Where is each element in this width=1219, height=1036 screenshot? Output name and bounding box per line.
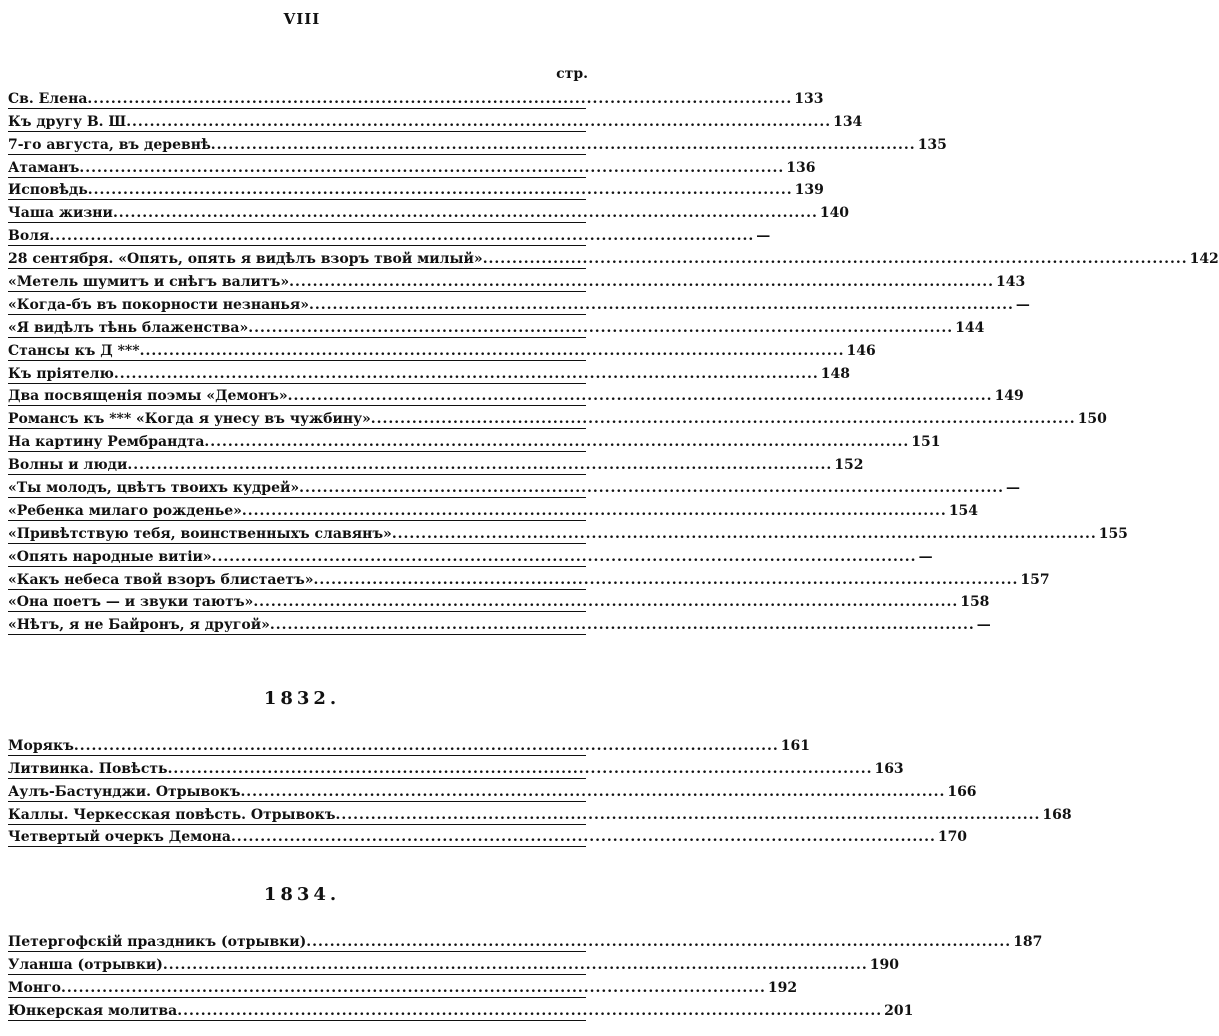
dot-leader: ........................................................................................................................ — [177, 1002, 883, 1019]
toc-entry-page: 161 — [780, 737, 810, 754]
dot-leader: ........................................................................................................................ — [241, 502, 947, 519]
toc-entry-title: «Ты молодъ, цвѣтъ твоихъ кудрей» — [8, 480, 300, 497]
toc-entry — [8, 590, 990, 613]
toc-section-2 — [8, 733, 1072, 847]
toc-entry — [8, 612, 991, 635]
toc-entry-page: 190 — [869, 956, 899, 973]
toc-section-1 — [8, 86, 1219, 635]
toc-entry-page: — — [756, 228, 771, 245]
toc-entry — [8, 952, 899, 975]
toc-entry-title: Петергофскій праздникъ (отрывки) — [8, 933, 307, 950]
dot-leader: ........................................................................................................................ — [269, 617, 975, 634]
toc-entry-title: Волны и люди — [8, 457, 128, 474]
toc-entry — [8, 155, 816, 178]
dot-leader: ........................................................................................................................ — [127, 457, 833, 474]
toc-entry — [8, 998, 914, 1021]
toc-entry-title: Чаша жизни — [8, 205, 113, 222]
toc-entry-page: 140 — [819, 205, 850, 222]
toc-entry-title: Каллы. Черкесская повѣсть. Отрывокъ — [8, 806, 336, 823]
toc-entry-title: Атаманъ — [8, 159, 80, 176]
dot-leader: ........................................................................................................................ — [87, 90, 793, 107]
toc-entry — [8, 406, 1107, 429]
toc-entry-title: Стансы къ Д *** — [8, 342, 140, 359]
toc-entry-title: «Нѣтъ, я не Байронъ, я другой» — [8, 617, 270, 634]
dot-leader: ........................................................................................................................ — [289, 274, 994, 291]
toc-entry-page: 151 — [911, 434, 941, 451]
toc-entry-title: 7-го августа, въ деревнѣ — [8, 136, 211, 153]
toc-entry-title: «Когда-бъ въ покорности незнанья» — [8, 296, 310, 313]
toc-entry-page: 146 — [846, 342, 876, 359]
toc-entry-page: — — [1006, 480, 1021, 497]
toc-entry-page: 134 — [833, 113, 863, 130]
toc-entry-title: «Ребенка милаго рожденье» — [8, 502, 242, 519]
dot-leader: ........................................................................................................................ — [230, 829, 936, 846]
toc-entry — [8, 200, 850, 223]
dot-leader: ........................................................................................................................ — [313, 571, 1019, 588]
toc-entry-page: 192 — [767, 979, 798, 996]
toc-entry-page: 139 — [794, 182, 824, 199]
toc-entry-page: 154 — [948, 502, 979, 519]
toc-entry-title: Юнкерская молитва — [8, 1002, 178, 1019]
toc-entry-title: «Метель шумитъ и снѣгъ валитъ» — [8, 274, 290, 291]
dot-leader: ........................................................................................................................ — [211, 548, 917, 565]
toc-entry-page: 152 — [834, 457, 864, 474]
toc-entry — [8, 567, 1050, 590]
toc-entry — [8, 315, 985, 338]
toc-entry — [8, 361, 850, 384]
dot-leader: ........................................................................................................................ — [112, 205, 818, 222]
toc-entry — [8, 756, 904, 779]
toc-entry-page: 168 — [1042, 806, 1072, 823]
toc-entry-title: На картину Рембрандта — [8, 434, 205, 451]
dot-leader: ........................................................................................................................ — [126, 113, 832, 130]
toc-entry — [8, 929, 1043, 952]
toc-entry-page: — — [918, 548, 933, 565]
toc-entry-page: 144 — [955, 319, 985, 336]
dot-leader: ........................................................................................................................ — [482, 251, 1188, 268]
toc-entry — [8, 975, 798, 998]
toc-entry-page: — — [976, 617, 991, 634]
toc-entry-title: Литвинка. Повѣсть — [8, 760, 168, 777]
toc-entry — [8, 825, 968, 848]
dot-leader: ........................................................................................................................ — [306, 933, 1012, 950]
toc-entry — [8, 109, 863, 132]
toc-entry — [8, 521, 1128, 544]
toc-entry — [8, 269, 1026, 292]
toc-entry-page: — — [1015, 296, 1030, 313]
page-number: VIII — [283, 10, 321, 28]
dot-leader: ........................................................................................................................ — [309, 296, 1014, 313]
dot-leader: ........................................................................................................................ — [139, 342, 845, 359]
toc-entry-title: Къ другу В. Ш — [8, 113, 127, 130]
toc-entry-page: 148 — [820, 365, 850, 382]
toc-entry — [8, 429, 941, 452]
dot-leader: ........................................................................................................................ — [210, 136, 916, 153]
toc-entry-title: «Она поетъ — и звуки таютъ» — [8, 594, 254, 611]
toc-entry-page: 163 — [874, 760, 904, 777]
toc-entry-title: «Привѣтствую тебя, воинственныхъ славянъ» — [8, 525, 392, 542]
toc-entry-page: 149 — [994, 388, 1024, 405]
toc-entry-title: Уланша (отрывки) — [8, 956, 163, 973]
toc-entry — [8, 475, 1021, 498]
dot-leader: ........................................................................................................................ — [287, 388, 993, 405]
toc-entry — [8, 86, 824, 109]
dot-leader: ........................................................................................................................ — [391, 525, 1097, 542]
toc-entry-page: 133 — [794, 90, 824, 107]
toc-entry-page: 143 — [996, 274, 1026, 291]
toc-entry-title: Романсъ къ *** «Когда я унесу въ чужбину» — [8, 411, 371, 428]
dot-leader: ........................................................................................................................ — [370, 411, 1076, 428]
toc-entry-title: Исповѣдь — [8, 182, 88, 199]
toc-entry-title: «Какъ небеса твой взоръ блистаетъ» — [8, 571, 314, 588]
toc-entry — [8, 544, 933, 567]
toc-entry — [8, 292, 1030, 315]
toc-entry-title: Св. Елена — [8, 90, 88, 107]
toc-entry — [8, 802, 1072, 825]
page-column-label: стр. — [556, 66, 588, 82]
toc-entry-title: Монго — [8, 979, 61, 996]
toc-entry-title: Два посвященія поэмы «Демонъ» — [8, 388, 288, 405]
toc-entry-page: 170 — [937, 829, 968, 846]
dot-leader: ........................................................................................................................ — [204, 434, 910, 451]
dot-leader: ........................................................................................................................ — [335, 806, 1041, 823]
dot-leader: ........................................................................................................................ — [73, 737, 779, 754]
toc-entry-title: Воля — [8, 228, 50, 245]
dot-leader: ........................................................................................................................ — [87, 182, 793, 199]
toc-entry — [8, 338, 876, 361]
toc-section-3 — [8, 929, 1043, 1021]
toc-entry-title: «Я видѣлъ тѣнь блаженства» — [8, 319, 249, 336]
toc-entry — [8, 498, 979, 521]
dot-leader: ........................................................................................................................ — [240, 783, 946, 800]
toc-entry — [8, 246, 1219, 269]
toc-entry-page: 166 — [947, 783, 977, 800]
toc-entry-page: 157 — [1020, 571, 1050, 588]
year-heading-1834: 1834. — [263, 884, 341, 905]
dot-leader: ........................................................................................................................ — [79, 159, 785, 176]
toc-entry-page: 187 — [1013, 933, 1043, 950]
toc-entry — [8, 223, 771, 246]
dot-leader: ........................................................................................................................ — [61, 979, 766, 996]
toc-entry-title: Четвертый очеркъ Демона — [8, 829, 231, 846]
toc-entry-page: 150 — [1077, 411, 1107, 428]
toc-entry-title: Къ пріятелю — [8, 365, 114, 382]
toc-entry — [8, 452, 864, 475]
dot-leader: ........................................................................................................................ — [113, 365, 819, 382]
toc-entry-title: «Опять народные витіи» — [8, 548, 212, 565]
dot-leader: ........................................................................................................................ — [167, 760, 873, 777]
toc-entry — [8, 132, 947, 155]
toc-entry — [8, 779, 977, 802]
toc-entry — [8, 733, 810, 756]
toc-entry-page: 135 — [917, 136, 947, 153]
dot-leader: ........................................................................................................................ — [253, 594, 959, 611]
toc-entry-page: 201 — [884, 1002, 914, 1019]
toc-entry-page: 155 — [1098, 525, 1128, 542]
toc-entry-title: Морякъ — [8, 737, 74, 754]
dot-leader: ........................................................................................................................ — [299, 480, 1005, 497]
toc-entry-page: 158 — [960, 594, 990, 611]
dot-leader: ........................................................................................................................ — [248, 319, 954, 336]
toc-entry — [8, 384, 1024, 407]
toc-entry-page: 136 — [786, 159, 816, 176]
year-heading-1832: 1832. — [263, 688, 341, 709]
dot-leader: ........................................................................................................................ — [162, 956, 868, 973]
dot-leader: ........................................................................................................................ — [49, 228, 755, 245]
toc-entry-title: 28 сентября. «Опять, опять я видѣлъ взоръ твой милый» — [8, 251, 483, 268]
toc-entry — [8, 178, 824, 201]
toc-entry-title: Аулъ-Бастунджи. Отрывокъ — [8, 783, 241, 800]
toc-entry-page: 142 — [1189, 251, 1219, 268]
